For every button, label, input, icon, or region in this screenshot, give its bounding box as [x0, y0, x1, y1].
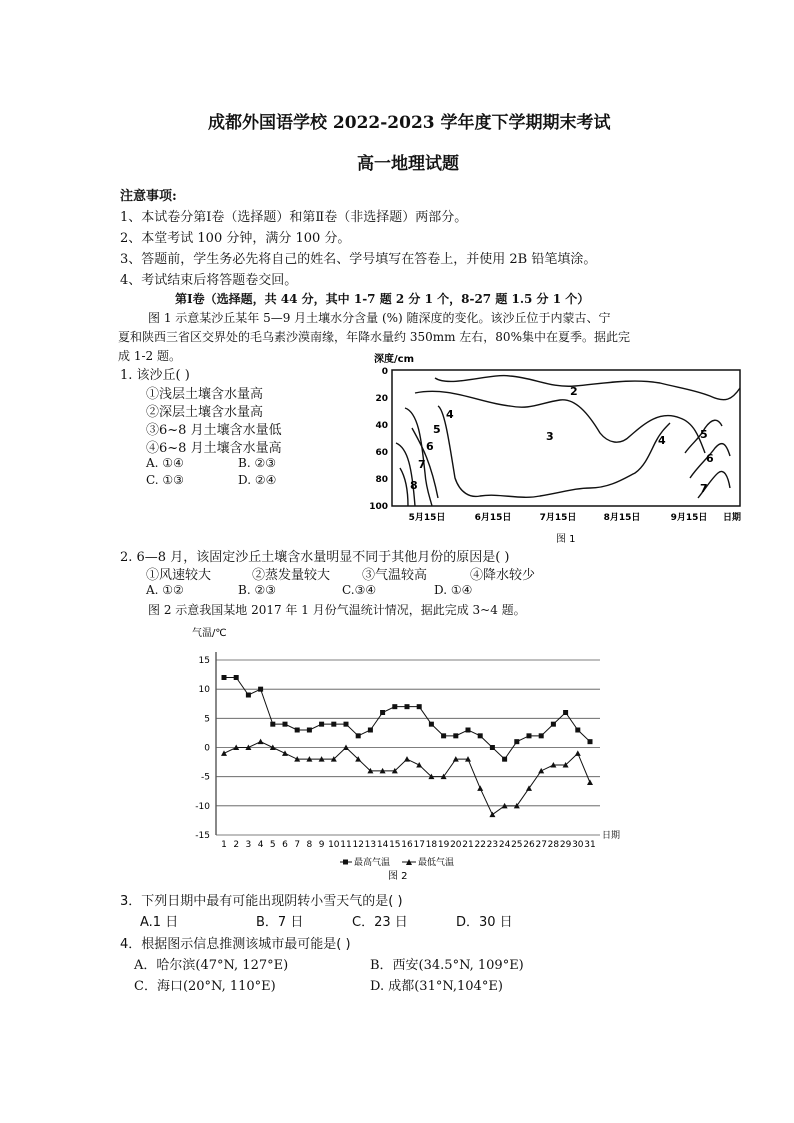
section1-heading: 第Ⅰ卷（选择题，共 44 分，其中 1-7 题 2 分 1 个，8-27 题 1.5 分 1 个） — [175, 292, 590, 306]
fig1-xtick: 7月15日 — [539, 513, 577, 523]
contour-label: 7 — [700, 482, 708, 495]
section1-intro-line: 夏和陕西三省区交界处的毛乌素沙漠南缘，年降水量约 350mm 左右，80%集中在夏季。据此完 — [118, 330, 630, 344]
point-min-day-30 — [575, 750, 581, 756]
point-min-day-23 — [489, 812, 495, 818]
point-max-day-29 — [563, 710, 568, 715]
point-min-day-31 — [587, 780, 593, 786]
fig2-xtick: 14 — [376, 840, 389, 850]
q1-statement: ①浅层土壤含水量高 — [146, 387, 264, 402]
fig2-xtick: 26 — [523, 840, 535, 850]
q2-statement: ④降水较少 — [470, 568, 536, 583]
fig2-xtick: 29 — [559, 840, 572, 850]
point-max-day-19 — [441, 733, 446, 738]
q3-option-a[interactable]: A.1 日 — [140, 915, 179, 930]
fig2-xtick: 15 — [389, 840, 401, 850]
point-min-day-22 — [477, 785, 483, 791]
point-max-day-7 — [295, 728, 300, 733]
fig1-xlabel: 日期 — [722, 513, 742, 523]
point-max-day-14 — [380, 710, 385, 715]
point-max-day-10 — [331, 722, 336, 727]
point-max-day-22 — [478, 733, 483, 738]
page-subtitle: 高一地理试题 — [357, 154, 459, 174]
fig2-xtick: 13 — [364, 840, 377, 850]
contour-label: 5 — [433, 423, 441, 436]
contour-label: 7 — [418, 458, 426, 471]
fig2-xtick: 19 — [437, 840, 450, 850]
point-max-day-30 — [575, 728, 580, 733]
fig2-xtick: 20 — [450, 840, 462, 850]
fig2-xtick: 28 — [547, 840, 560, 850]
q1-option-b[interactable]: B. ②③ — [238, 456, 276, 470]
fig2-ytick: 0 — [204, 743, 210, 754]
q2-statement: ②蒸发量较大 — [252, 568, 331, 583]
point-max-day-5 — [270, 722, 275, 727]
figure2-chart — [180, 620, 620, 882]
fig2-xtick: 12 — [352, 840, 364, 850]
fig2-xtick: 30 — [572, 840, 584, 850]
q3-option-c[interactable]: C．23 日 — [352, 915, 408, 930]
point-min-day-17 — [416, 762, 422, 768]
fig1-xtick: 8月15日 — [603, 513, 641, 523]
q1-option-c[interactable]: C. ①③ — [146, 473, 184, 487]
point-max-day-3 — [246, 693, 251, 698]
fig1-ytick: 100 — [369, 502, 388, 512]
fig2-xtick: 31 — [584, 840, 596, 850]
point-min-day-4 — [258, 739, 264, 745]
figure1-ylabel: 深度/cm — [374, 354, 414, 365]
point-max-day-31 — [588, 739, 593, 744]
point-max-day-23 — [490, 745, 495, 750]
contour-label: 3 — [546, 430, 554, 443]
fig2-ytick: 15 — [198, 656, 210, 666]
fig2-xtick: 9 — [318, 840, 325, 850]
fig1-ytick: 80 — [375, 475, 388, 485]
section1-intro-line: 成 1-2 题。 — [118, 349, 181, 363]
q2-option-b[interactable]: B. ②③ — [238, 583, 276, 597]
fig2-xtick: 24 — [498, 840, 511, 850]
contour-label: 6 — [706, 452, 714, 465]
fig2-ylabel: 气温/℃ — [192, 628, 227, 639]
point-max-day-11 — [344, 722, 349, 727]
point-max-day-25 — [514, 739, 519, 744]
fig2-xtick: 17 — [413, 840, 425, 850]
note-item: 2、本堂考试 100 分钟，满分 100 分。 — [120, 231, 351, 246]
q2-option-c[interactable]: C.③④ — [342, 583, 377, 597]
q4-option-c[interactable]: C．海口(20°N, 110°E) — [134, 979, 276, 994]
note-item: 3、答题前，学生务必先将自己的姓名、学号填写在答卷上，并使用 2B 铅笔填涂。 — [120, 252, 597, 267]
point-min-day-1 — [221, 750, 227, 756]
fig2-xtick: 16 — [401, 840, 413, 850]
point-min-day-16 — [404, 756, 410, 762]
point-max-day-28 — [551, 722, 556, 727]
q2-option-a[interactable]: A. ①② — [146, 583, 184, 597]
q3-option-b[interactable]: B．7 日 — [256, 915, 304, 930]
fig2-xtick: 6 — [282, 840, 288, 850]
fig2-xtick: 5 — [269, 840, 276, 850]
q1-statement: ③6~8 月土壤含水量低 — [146, 423, 282, 438]
fig2-xtick: 18 — [425, 840, 438, 850]
q4-option-a[interactable]: A．哈尔滨(47°N, 127°E) — [134, 958, 289, 973]
fig2-xtick: 11 — [340, 840, 352, 850]
fig1-xtick: 9月15日 — [670, 513, 708, 523]
note-item: 4、考试结束后将答题卷交回。 — [120, 273, 298, 288]
contour-label: 4 — [446, 408, 454, 421]
point-max-day-17 — [417, 704, 422, 709]
point-max-day-21 — [466, 728, 471, 733]
q3-stem: 3．下列日期中最有可能出现阴转小雪天气的是( ) — [120, 894, 403, 909]
q2-option-d[interactable]: D. ①④ — [434, 583, 473, 597]
q1-option-d[interactable]: D. ②④ — [238, 473, 277, 487]
figure1-contour — [360, 348, 760, 548]
legend-marker-max — [343, 860, 348, 865]
point-min-day-27 — [538, 768, 544, 774]
fig2-ytick: -5 — [201, 772, 210, 783]
point-max-day-20 — [453, 733, 458, 738]
contour-label: 4 — [658, 434, 666, 447]
fig2-ytick: -10 — [195, 801, 210, 812]
point-max-day-26 — [527, 733, 532, 738]
fig2-xtick: 10 — [328, 840, 340, 850]
fig2-xtick: 23 — [486, 840, 499, 850]
fig1-ytick: 20 — [375, 394, 388, 404]
q2-statement: ③气温较高 — [362, 568, 428, 583]
fig2-xtick: 8 — [306, 840, 313, 850]
page-title: 成都外国语学校 2022-2023 学年度下学期期末考试 — [208, 113, 611, 133]
point-max-day-8 — [307, 728, 312, 733]
point-max-day-6 — [283, 722, 288, 727]
fig1-xtick: 5月15日 — [408, 513, 446, 523]
fig2-xtick: 1 — [221, 840, 227, 850]
series-line-1 — [224, 742, 590, 815]
q3-option-d[interactable]: D．30 日 — [456, 915, 513, 930]
point-max-day-15 — [392, 704, 397, 709]
fig2-ytick: 10 — [198, 685, 210, 696]
note-item: 1、本试卷分第Ⅰ卷（选择题）和第Ⅱ卷（非选择题）两部分。 — [120, 210, 468, 225]
point-max-day-4 — [258, 687, 263, 692]
fig2-xtick: 21 — [462, 840, 474, 850]
q1-stem: 1. 该沙丘( ) — [120, 368, 190, 383]
point-max-day-1 — [222, 675, 227, 680]
q4-option-d[interactable]: D. 成都(31°N,104°E) — [370, 979, 503, 994]
q2-statement: ①风速较大 — [146, 568, 212, 583]
q1-option-a[interactable]: A. ①④ — [146, 456, 184, 470]
fig2-ytick: 5 — [204, 714, 210, 725]
q4-option-b[interactable]: B．西安(34.5°N, 109°E) — [370, 958, 524, 973]
point-max-day-16 — [405, 704, 410, 709]
figure1-caption: 图 1 — [556, 534, 576, 545]
point-max-day-2 — [234, 675, 239, 680]
contour-label: 2 — [570, 385, 578, 398]
fig2-xtick: 2 — [233, 840, 240, 850]
legend-min: 最低气温 — [418, 858, 455, 868]
contour-label: 8 — [410, 479, 418, 492]
fig2-xtick: 4 — [257, 840, 264, 850]
fig1-ytick: 60 — [375, 448, 388, 458]
section2-intro: 图 2 示意我国某地 2017 年 1 月份气温统计情况，据此完成 3~4 题。 — [148, 603, 526, 617]
contour-label: 5 — [700, 428, 708, 441]
fig1-xtick: 6月15日 — [474, 513, 512, 523]
legend-max: 最高气温 — [354, 858, 391, 868]
q1-statement: ④6~8 月土壤含水量高 — [146, 441, 282, 456]
fig2-xtick: 7 — [294, 840, 301, 850]
point-max-day-27 — [539, 733, 544, 738]
point-max-day-13 — [368, 728, 373, 733]
point-max-day-9 — [319, 722, 324, 727]
fig1-ytick: 40 — [375, 421, 388, 431]
fig1-ytick: 0 — [381, 367, 388, 377]
q1-statement: ②深层土壤含水量高 — [146, 405, 264, 420]
fig2-xtick: 3 — [245, 840, 252, 850]
figure2-caption: 图 2 — [388, 871, 408, 882]
section1-intro-line: 图 1 示意某沙丘某年 5—9 月土壤水分含量 (%) 随深度的变化。该沙丘位于内蒙古、宁 — [148, 311, 611, 325]
q2-stem: 2. 6—8 月，该固定沙丘土壤含水量明显不同于其他月份的原因是( ) — [120, 550, 510, 565]
notes-heading: 注意事项: — [120, 189, 177, 204]
fig2-xlabel: 日期 — [602, 831, 620, 841]
point-max-day-18 — [429, 722, 434, 727]
q4-stem: 4．根据图示信息推测该城市最可能是( ) — [120, 937, 351, 952]
fig2-xtick: 25 — [511, 840, 523, 850]
point-max-day-24 — [502, 757, 507, 762]
fig2-xtick: 27 — [535, 840, 547, 850]
contour-label: 6 — [426, 440, 434, 453]
fig2-xtick: 22 — [474, 840, 486, 850]
fig2-ytick: -15 — [195, 831, 210, 841]
point-max-day-12 — [356, 733, 361, 738]
point-min-day-6 — [282, 750, 288, 756]
